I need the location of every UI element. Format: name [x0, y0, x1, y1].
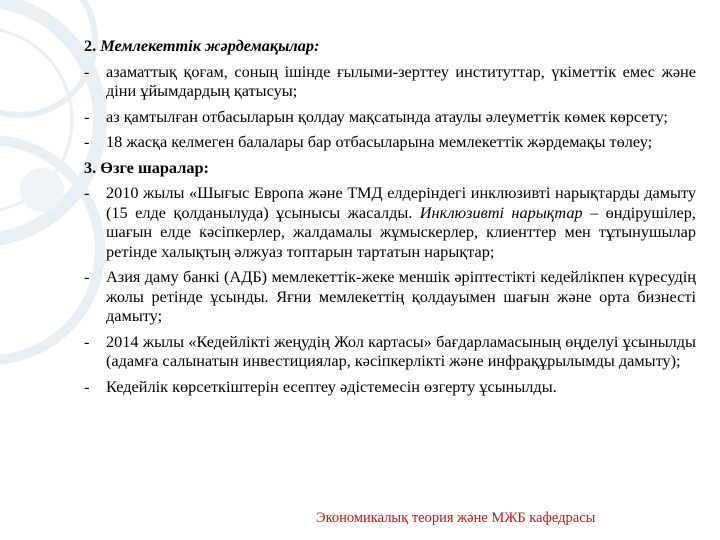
section-3-heading: 3. Өзге шаралар:: [84, 157, 209, 177]
list-item-text: Кедейлік көрсеткіштерін есептеу әдістемесін өзгерту ұсынылды.: [106, 376, 557, 396]
list-item: [84, 107, 696, 127]
bullet-dash: -: [84, 106, 90, 126]
list-item: [84, 62, 696, 101]
list-item-text: 18 жасқа келмеген балалары бар отбасыларына мемлекеттік жәрдемақы төлеу;: [106, 132, 653, 151]
bullet-dash: -: [84, 132, 90, 151]
section-2-title: Мемлекеттік жәрдемақылар:: [100, 36, 320, 55]
list-item: [84, 267, 696, 326]
list-item-text: Азия даму банкі (АДБ) мемлекеттік-жеке меншік әріптестікті кедейлікпен күресудің жолы ретінде ұсынды. Яғни мемлекеттің қолдауымен шағын және орта бизнесті дамыту;: [106, 267, 696, 325]
inclusive-markets-term: Инклюзивті нарықтар: [419, 202, 583, 222]
list-item-text-part: – өндірушілер, шағын елде кәсіпкерлер, жалдамалы жұмыскерлер, клиенттер мен тұтынушылар ретінде халықтың әлжуаз топтарын тартатын нарықтар;: [106, 202, 696, 261]
bullet-dash: -: [84, 183, 90, 202]
bullet-dash: -: [84, 376, 90, 396]
section-2-separator: .: [92, 36, 101, 55]
bullet-dash: -: [84, 61, 90, 81]
list-item-text: азаматтық қоғам, соның ішінде ғылыми-зерттеу институттар, үкіметтік емес және діни ұйымдардың қатысуы;: [106, 61, 696, 100]
list-item-text: 2014 жылы «Кедейлікті жеңудің Жол картасы» бағдарламасының өңделуі ұсынылды (адамға салынатын инвестициялар, кәсіпкерлікті және инфрақұрылымды дамыту);: [106, 331, 696, 370]
list-item: [84, 183, 696, 261]
slide-content: [84, 36, 696, 402]
section-2-number: 2: [84, 36, 93, 55]
bullet-dash: -: [84, 331, 90, 351]
list-item: [84, 377, 696, 397]
list-item-text-part: 2010 жылы «Шығыс Европа және ТМД елдеріндегі инклюзивті нарықтарды дамыту (15 елде қолданылуда) ұсынысы жасалды.: [106, 183, 696, 222]
bullet-dash: -: [84, 267, 90, 286]
department-footer: Экономикалық теория және МЖБ кафедрасы: [316, 510, 596, 526]
section-2-heading: [84, 36, 696, 56]
list-item-text: аз қамтылған отбасыларын қолдау мақсатында атаулы әлеуметтік көмек көрсету;: [106, 106, 668, 126]
list-item: [84, 132, 696, 152]
list-item-text: [106, 183, 696, 261]
list-item: [84, 332, 696, 371]
